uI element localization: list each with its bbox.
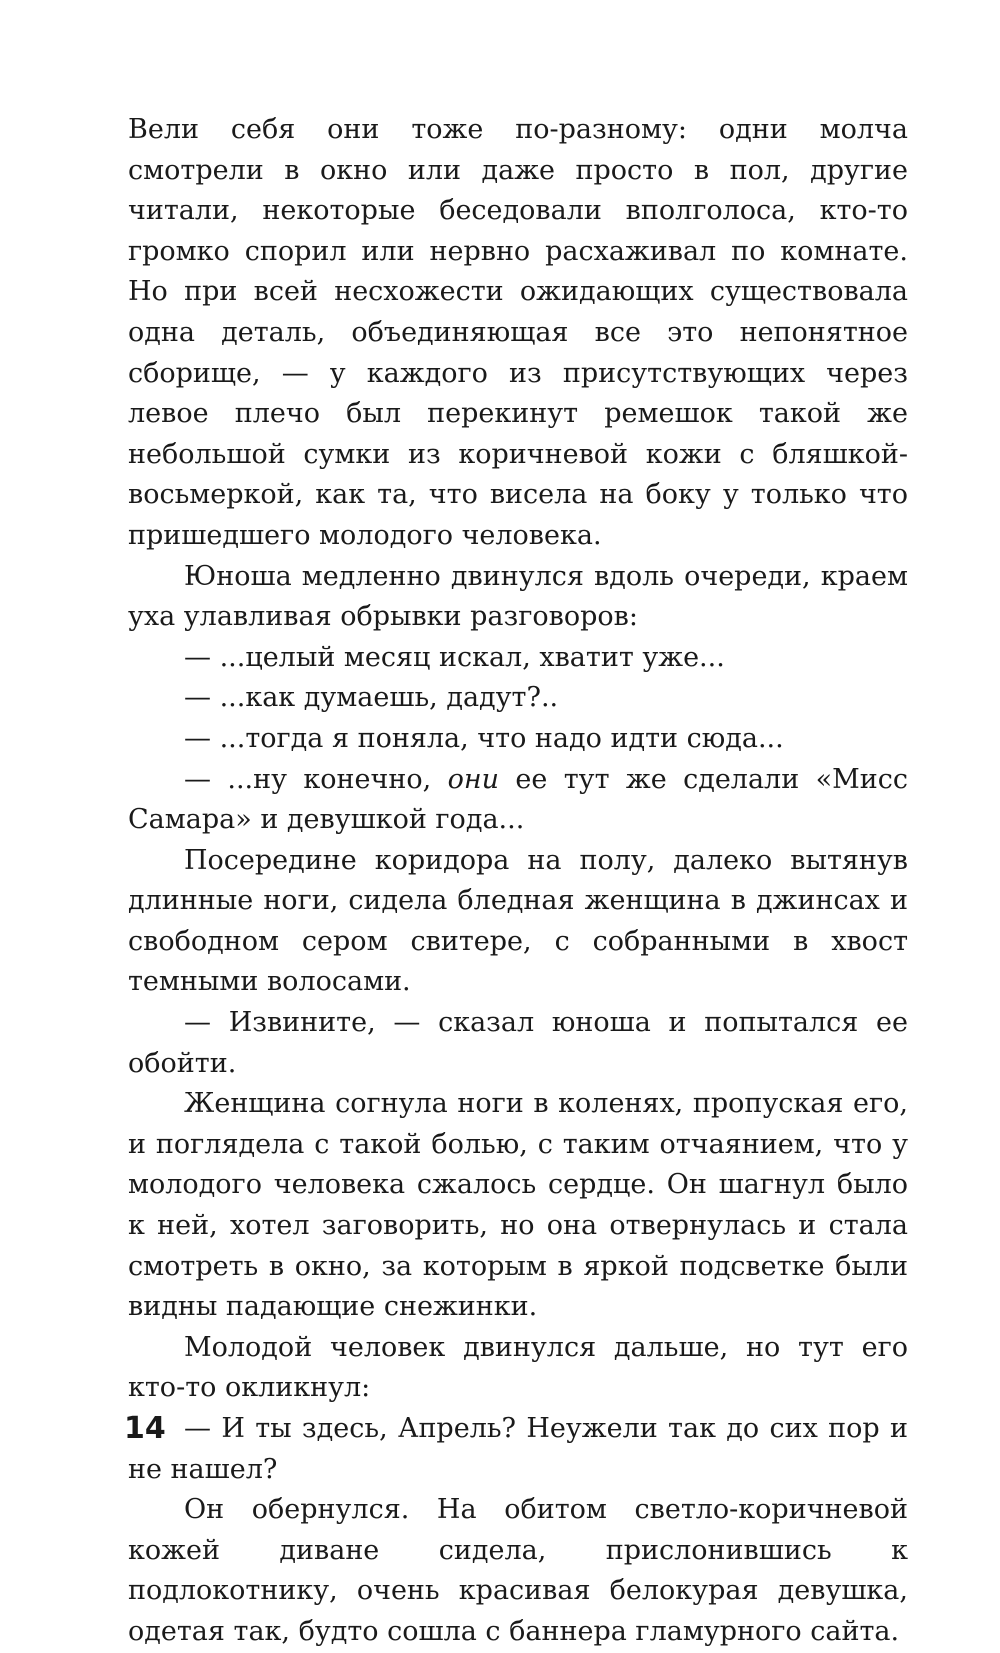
paragraph xyxy=(128,557,908,638)
dialogue-line xyxy=(128,1003,908,1084)
paragraph-text: Посередине коридора на полу, далеко вытянув длинные ноги, сидела бледная женщина в джинсах и свободном сером свитере, с собранными в хвост темными волосами. xyxy=(128,844,908,998)
dialogue-line xyxy=(128,638,908,679)
italic-word: они xyxy=(447,763,500,795)
dialogue-line xyxy=(128,678,908,719)
paragraph-text: Женщина согнула ноги в коленях, пропуская его, и поглядела с такой болью, с таким отчаянием, что у молодого человека сжалось сердце. Он шагнул было к ней, хотел заговорить, но она отвернулась и стала смотреть в окно, за которым в яркой подсветке были видны падающие снежинки. xyxy=(128,1088,908,1323)
paragraph-text: — ...как думаешь, дадут?.. xyxy=(184,682,559,714)
paragraph-text: Молодой человек двинулся дальше, но тут его кто-то окликнул: xyxy=(128,1331,908,1404)
paragraph-text: Он обернулся. На обитом светло-коричневой кожей диване сидела, прислонившись к подлокотнику, очень красивая белокурая девушка, одетая так, будто сошла с баннера гламурного сайта. xyxy=(128,1494,908,1647)
paragraph-text: — Извините, — сказал юноша и попытался ее обойти. xyxy=(128,1007,908,1079)
paragraph-text: ее тут же сделали «Мисс Самара» и девушкой года... xyxy=(128,763,908,836)
paragraph-text: — ...целый месяц искал, хватит уже... xyxy=(184,641,725,673)
paragraph-text: — ...тогда я поняла, что надо идти сюда... xyxy=(184,722,784,754)
dialogue-line xyxy=(128,1409,908,1490)
paragraph xyxy=(128,1084,908,1328)
paragraph xyxy=(128,110,908,557)
page-number: 14 xyxy=(124,1411,166,1446)
paragraph xyxy=(128,1490,908,1652)
dialogue-line xyxy=(128,760,908,841)
paragraph xyxy=(128,841,908,1003)
dialogue-line xyxy=(128,719,908,760)
paragraph-text: Юноша медленно двинулся вдоль очереди, краем уха улавливая обрывки разговоров: xyxy=(128,560,908,633)
paragraph-text: — ...ну конечно, xyxy=(184,763,448,795)
paragraph xyxy=(128,1328,908,1409)
body-text xyxy=(128,110,908,1653)
paragraph-text: Вели себя они тоже по-разному: одни молча смотрели в окно или даже просто в пол, другие читали, некоторые беседовали вполголоса, кто-то громко спорил или нервно расхаживал по комнате. Но при всей несхожести ожидающих существовала одна деталь, объединяющая все это непонятное сборище, — у каждого из присутствующих через левое плечо был перекинут ремешок такой же небольшой сумки из коричневой кожи с бляшкой-восьмеркой, как та, что висела на боку у только что пришедшего молодого человека. xyxy=(128,114,908,551)
paragraph-text: — И ты здесь, Апрель? Неужели так до сих пор и не нашел? xyxy=(128,1413,908,1485)
